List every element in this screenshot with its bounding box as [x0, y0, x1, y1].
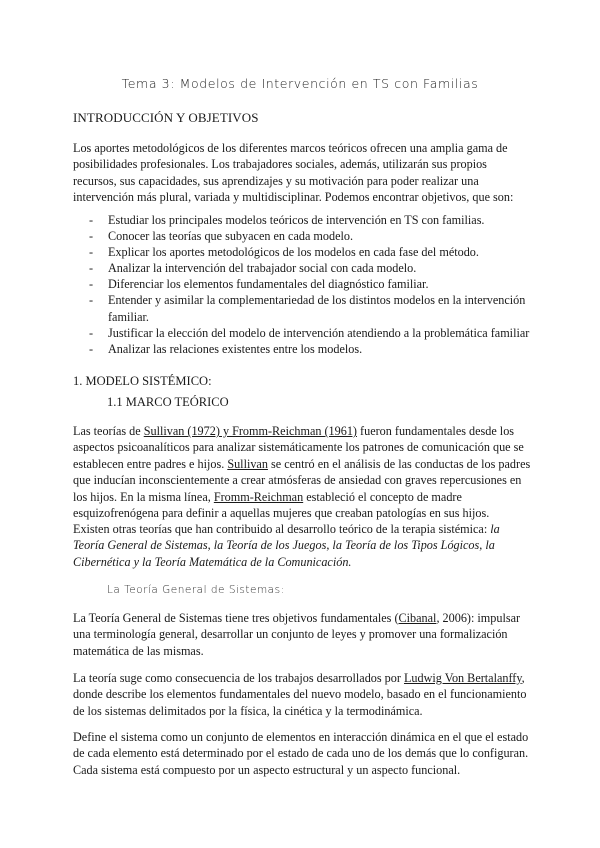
- reference-link[interactable]: Sullivan: [227, 456, 268, 471]
- list-item: - Conocer las teorías que subyacen en cada modelo.: [89, 229, 354, 244]
- list-item: - Entender y asimilar la complementariedad de los distintos modelos en la intervención familiar.: [89, 293, 526, 324]
- bullet-dash: -: [89, 293, 94, 308]
- objectives-list: [73, 212, 543, 357]
- handwritten-heading: La Teoría General de Sistemas:: [107, 584, 285, 596]
- reference-link[interactable]: Ludwig Von Bertalanffy: [403, 671, 522, 685]
- bullet-dash: -: [89, 325, 94, 340]
- intro-paragraph: Los aportes metodológicos de los diferentes marcos teóricos ofrecen una amplia gama de posibilidades profesionales. Los trabajadores sociales, además, utilizarán sus propios recursos, sus capacidades, sus aprendizajes y su motivación para poder realizar una intervención más plural, variada y multidisciplinar. Podemos encontrar objetivos, que son:: [73, 141, 514, 205]
- reference-link[interactable]: Fromm-Reichman: [213, 489, 304, 504]
- bullet-dash: -: [89, 213, 94, 227]
- paragraph-other-theories: Existen otras teorías que han contribuido al desarrollo teórico de la terapia sistémica: la Teoría General de Sistemas, la Teoría de los Juegos, la Teoría de los Tipos Lógicos, la Cibernética y la Teoría Matemática de la Comunicación.: [73, 522, 500, 569]
- list-item: - Analizar la intervención del trabajador social con cada modelo.: [89, 261, 417, 276]
- paragraph-general-systems: La Teoría General de Sistemas tiene tres objetivos fundamentales (Cibanal, 2006): impulsar una terminología general, desarrollar un conjunto de leyes y promover una formalización matemática de las mismas.: [73, 611, 521, 658]
- list-item: - Explicar los aportes metodológicos de los modelos en cada fase del método.: [89, 245, 479, 260]
- bullet-dash: -: [89, 245, 94, 260]
- bullet-dash: -: [89, 261, 94, 276]
- list-item: - Justificar la elección del modelo de intervención atendiendo a la problemática familiar: [89, 325, 530, 340]
- section-heading: 1. MODELO SISTÉMICO:: [73, 374, 212, 388]
- bullet-dash: -: [89, 229, 94, 244]
- subsection-heading: 1.1 MARCO TEÓRICO: [107, 395, 229, 409]
- document-title: Tema 3: Modelos de Intervención en TS con Familias: [121, 76, 479, 91]
- paragraph-theories: Las teorías de Sullivan (1972) y Fromm-Reichman (1961) fueron fundamentales desde los aspectos psicoanalíticos para analizar sistemáticamente los patrones de comunicación que se establecen entre padres e hijos. Sullivan se centró en el análisis de las conductas de los padres que inducían inconscientemente a crear atmósferas de ansiedad con graves repercusiones en los hijos. En la misma línea, Fromm-Reichman estableció el concepto de madre esquizofrenógena para definir a aquellas mujeres que creaban patologías en sus hijos.: [73, 424, 531, 521]
- paragraph-bertalanffy: La teoría suge como consecuencia de los trabajos desarrollados por Ludwig Von Bertalanffy, donde describe los elementos fundamentales del nuevo modelo, basado en el funcionamiento de los sistemas delimitados por la física, la cinética y la termodinámica.: [73, 671, 527, 718]
- intro-heading: INTRODUCCIÓN Y OBJETIVOS: [73, 110, 259, 125]
- reference-link[interactable]: Sullivan (1972) y Fromm-Reichman (1961): [143, 424, 357, 438]
- bullet-dash: -: [89, 277, 94, 292]
- bullet-dash: -: [89, 341, 94, 356]
- list-item: - Diferenciar los elementos fundamentales del diagnóstico familiar.: [89, 277, 429, 292]
- list-item: - Estudiar los principales modelos teóricos de intervención en TS con familias.: [89, 213, 485, 227]
- paragraph-system-definition: Define el sistema como un conjunto de elementos en interacción dinámica en el que el estado de cada elemento está determinado por el estado de cada uno de los demás que lo configuran. Cada sistema está compuesto por un aspecto estructural y un aspecto funcional.: [73, 730, 529, 777]
- reference-link[interactable]: Cibanal: [398, 611, 437, 625]
- list-item: - Analizar las relaciones existentes entre los modelos.: [89, 341, 363, 356]
